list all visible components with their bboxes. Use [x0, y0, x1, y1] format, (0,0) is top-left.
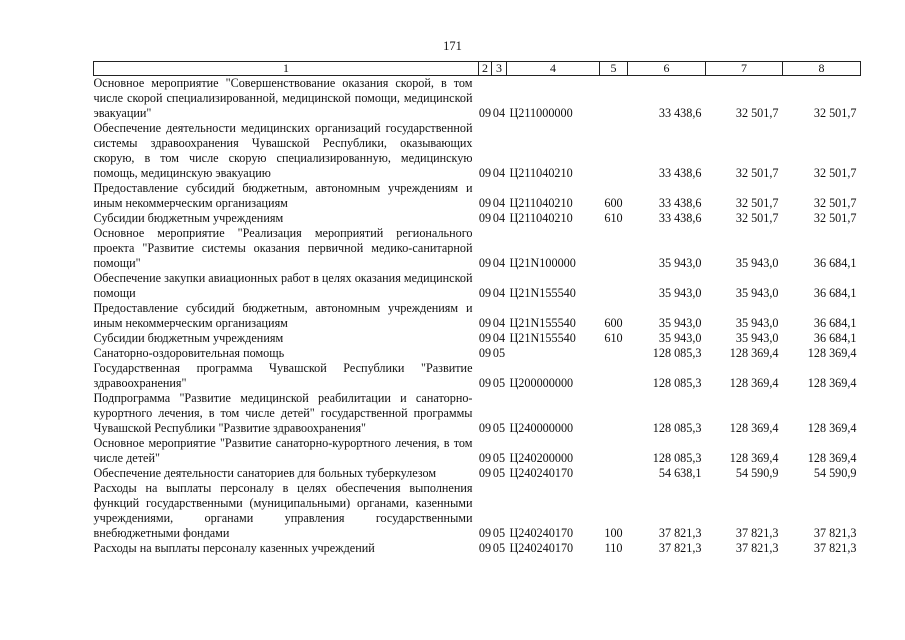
page-number: 171 — [443, 39, 462, 53]
row-amount-1: 128 085,3 — [652, 451, 702, 465]
row-name: Государственная программа Чувашской Республики "Развитие здравоохранения" — [93, 361, 473, 390]
row-chapter: 09 — [478, 196, 492, 210]
row-subsection: 04 — [492, 331, 506, 345]
header-col-5: 5 — [600, 62, 628, 76]
row-name: Основное мероприятие "Реализация мероприятий регионального проекта "Развитие системы оказания первичной медико-санитарной помощи" — [93, 226, 473, 270]
row-name: Обеспечение закупки авиационных работ в целях оказания медицинской помощи — [93, 271, 473, 300]
row-subsection: 05 — [492, 541, 506, 555]
row-target-code: Ц240200000 — [509, 451, 574, 465]
row-name: Расходы на выплаты персоналу казенных учреждений — [93, 541, 375, 555]
row-amount-3: 54 590,9 — [813, 466, 857, 480]
row-amount-3: 128 369,4 — [807, 376, 857, 390]
row-expense-type: 610 — [604, 331, 623, 345]
table-row — [94, 541, 861, 556]
row-amount-2: 32 501,7 — [735, 211, 779, 225]
row-target-code: Ц240000000 — [509, 421, 574, 435]
row-amount-3: 36 684,1 — [813, 256, 857, 270]
row-name: Расходы на выплаты персоналу в целях обеспечения выполнения функций государственными (муниципальными) органами, казенными учреждениями, органами управления государственными внебюджетными фондами — [93, 481, 473, 540]
row-name: Санаторно-оздоровительная помощь — [93, 346, 285, 360]
header-col-1: 1 — [94, 62, 479, 76]
row-amount-3: 36 684,1 — [813, 286, 857, 300]
row-amount-3: 32 501,7 — [813, 106, 857, 120]
table-row — [94, 211, 861, 226]
row-amount-2: 35 943,0 — [735, 331, 779, 345]
row-target-code: Ц21N155540 — [509, 331, 576, 345]
row-amount-2: 128 369,4 — [729, 451, 779, 465]
row-amount-3: 128 369,4 — [807, 451, 857, 465]
row-chapter: 09 — [478, 256, 492, 270]
table-row — [94, 346, 861, 361]
row-amount-1: 128 085,3 — [652, 376, 702, 390]
row-name: Предоставление субсидий бюджетным, автономным учреждениям и иным некоммерческим организациям — [93, 301, 473, 330]
row-amount-3: 128 369,4 — [807, 421, 857, 435]
row-name: Обеспечение деятельности медицинских организаций государственной системы здравоохранения Чувашской Республики, оказывающих скорую, в том числе скорую специализированную, медицинскую помощь, медицинскую эвакуацию — [93, 121, 473, 180]
header-col-8: 8 — [783, 62, 861, 76]
row-amount-1: 35 943,0 — [658, 316, 702, 330]
row-target-code: Ц240240170 — [509, 466, 574, 480]
row-amount-1: 33 438,6 — [658, 106, 702, 120]
row-amount-2: 32 501,7 — [735, 106, 779, 120]
row-amount-1: 37 821,3 — [658, 541, 702, 555]
row-amount-2: 37 821,3 — [735, 541, 779, 555]
row-subsection: 04 — [492, 106, 506, 120]
row-target-code: Ц21N100000 — [509, 256, 576, 270]
row-amount-1: 54 638,1 — [658, 466, 702, 480]
header-col-2: 2 — [479, 62, 492, 76]
row-chapter: 09 — [478, 541, 492, 555]
row-amount-1: 128 085,3 — [652, 346, 702, 360]
row-amount-2: 35 943,0 — [735, 316, 779, 330]
row-target-code: Ц211040210 — [509, 211, 573, 225]
row-expense-type: 600 — [604, 316, 623, 330]
row-amount-1: 35 943,0 — [658, 256, 702, 270]
table-row — [94, 76, 861, 122]
row-subsection: 05 — [492, 451, 506, 465]
row-amount-3: 128 369,4 — [807, 346, 857, 360]
row-amount-1: 35 943,0 — [658, 286, 702, 300]
row-expense-type — [600, 466, 628, 481]
header-col-4: 4 — [507, 62, 600, 76]
row-amount-3: 32 501,7 — [813, 211, 857, 225]
row-amount-3: 36 684,1 — [813, 331, 857, 345]
row-target-code: Ц21N155540 — [509, 286, 576, 300]
row-amount-1: 33 438,6 — [658, 196, 702, 210]
table-header — [94, 62, 861, 76]
table-row — [94, 271, 861, 301]
row-chapter: 09 — [478, 421, 492, 435]
row-expense-type: 100 — [604, 526, 623, 540]
row-chapter: 09 — [478, 466, 492, 480]
row-amount-1: 35 943,0 — [658, 331, 702, 345]
table-row — [94, 391, 861, 436]
row-expense-type — [600, 121, 628, 181]
row-target-code: Ц211040210 — [509, 196, 573, 210]
row-target-code: Ц200000000 — [509, 376, 574, 390]
row-expense-type — [600, 436, 628, 466]
row-expense-type: 610 — [604, 211, 623, 225]
row-subsection: 04 — [492, 166, 506, 180]
row-amount-2: 128 369,4 — [729, 421, 779, 435]
row-expense-type — [600, 226, 628, 271]
row-amount-2: 35 943,0 — [735, 286, 779, 300]
row-amount-2: 128 369,4 — [729, 346, 779, 360]
row-chapter: 09 — [478, 376, 492, 390]
row-amount-2: 35 943,0 — [735, 256, 779, 270]
row-target-code: Ц211040210 — [509, 166, 573, 180]
table-row — [94, 466, 861, 481]
row-name: Основное мероприятие "Развитие санаторно-курортного лечения, в том числе детей" — [93, 436, 473, 465]
row-subsection: 05 — [492, 421, 506, 435]
row-target-code: Ц211000000 — [509, 106, 573, 120]
header-col-3: 3 — [492, 62, 507, 76]
table-body — [94, 76, 861, 557]
row-amount-2: 32 501,7 — [735, 196, 779, 210]
row-name: Предоставление субсидий бюджетным, автономным учреждениям и иным некоммерческим организациям — [93, 181, 473, 210]
row-amount-3: 32 501,7 — [813, 166, 857, 180]
row-amount-1: 33 438,6 — [658, 211, 702, 225]
row-amount-2: 32 501,7 — [735, 166, 779, 180]
row-expense-type: 600 — [604, 196, 623, 210]
table-row — [94, 481, 861, 541]
row-amount-3: 37 821,3 — [813, 526, 857, 540]
row-chapter: 09 — [478, 106, 492, 120]
row-amount-3: 32 501,7 — [813, 196, 857, 210]
row-name: Субсидии бюджетным учреждениям — [93, 331, 284, 345]
row-target-code — [507, 346, 600, 361]
row-name: Субсидии бюджетным учреждениям — [93, 211, 284, 225]
table-row — [94, 181, 861, 211]
header-col-7: 7 — [706, 62, 783, 76]
row-target-code: Ц21N155540 — [509, 316, 576, 330]
row-subsection: 05 — [492, 466, 506, 480]
row-amount-2: 37 821,3 — [735, 526, 779, 540]
row-chapter: 09 — [478, 451, 492, 465]
table-row — [94, 361, 861, 391]
table-row — [94, 226, 861, 271]
table-row — [94, 331, 861, 346]
row-amount-1: 37 821,3 — [658, 526, 702, 540]
row-subsection: 05 — [492, 376, 506, 390]
table-row — [94, 301, 861, 331]
row-expense-type — [600, 271, 628, 301]
row-amount-3: 37 821,3 — [813, 541, 857, 555]
row-subsection: 04 — [492, 316, 506, 330]
row-amount-3: 36 684,1 — [813, 316, 857, 330]
header-col-6: 6 — [628, 62, 706, 76]
row-expense-type: 110 — [604, 541, 623, 555]
row-subsection: 04 — [492, 286, 506, 300]
row-amount-2: 54 590,9 — [735, 466, 779, 480]
row-target-code: Ц240240170 — [509, 541, 574, 555]
row-expense-type — [600, 346, 628, 361]
budget-table — [93, 61, 861, 556]
row-chapter: 09 — [478, 346, 492, 360]
header-row — [94, 62, 861, 76]
row-amount-1: 33 438,6 — [658, 166, 702, 180]
row-expense-type — [600, 76, 628, 122]
row-name: Основное мероприятие "Совершенствование оказания скорой, в том числе скорой специализированной, медицинской помощи, медицинской эвакуации" — [93, 76, 473, 120]
row-name: Обеспечение деятельности санаториев для больных туберкулезом — [93, 466, 437, 480]
row-name: Подпрограмма "Развитие медицинской реабилитации и санаторно-курортного лечения, в том числе детей" государственной программы Чувашской Республики "Развитие здравоохранения" — [93, 391, 473, 435]
row-chapter: 09 — [478, 166, 492, 180]
row-subsection: 05 — [492, 526, 506, 540]
row-expense-type — [600, 391, 628, 436]
row-expense-type — [600, 361, 628, 391]
table-row — [94, 121, 861, 181]
row-chapter: 09 — [478, 211, 492, 225]
table-row — [94, 436, 861, 466]
row-target-code: Ц240240170 — [509, 526, 574, 540]
row-amount-1: 128 085,3 — [652, 421, 702, 435]
row-amount-2: 128 369,4 — [729, 376, 779, 390]
row-subsection: 04 — [492, 256, 506, 270]
row-subsection: 04 — [492, 196, 506, 210]
row-chapter: 09 — [478, 331, 492, 345]
row-chapter: 09 — [478, 526, 492, 540]
row-chapter: 09 — [478, 316, 492, 330]
row-subsection: 04 — [492, 211, 506, 225]
row-chapter: 09 — [478, 286, 492, 300]
row-subsection: 05 — [492, 346, 506, 360]
